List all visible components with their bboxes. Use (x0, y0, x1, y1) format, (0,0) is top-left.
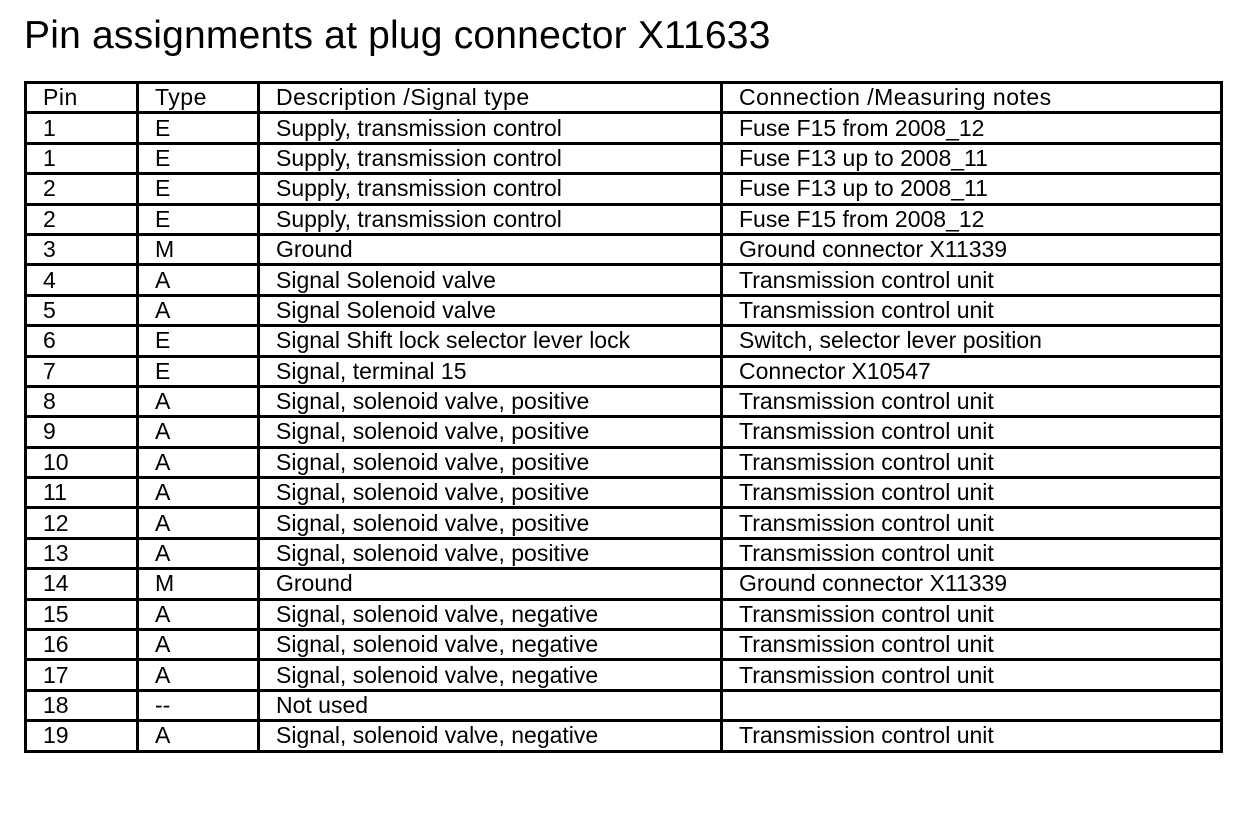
cell-pin: 13 (26, 538, 138, 568)
cell-description: Supply, transmission control (259, 113, 722, 143)
cell-pin: 8 (26, 386, 138, 416)
cell-pin: 16 (26, 630, 138, 660)
cell-connection: Fuse F13 up to 2008_11 (722, 143, 1222, 173)
cell-pin: 1 (26, 143, 138, 173)
table-row (26, 478, 1222, 508)
cell-pin: 11 (26, 478, 138, 508)
table-row (26, 721, 1222, 751)
cell-description: Signal, terminal 15 (259, 356, 722, 386)
cell-type: M (138, 569, 259, 599)
cell-description: Ground (259, 569, 722, 599)
cell-connection: Transmission control unit (722, 447, 1222, 477)
pin-assignment-table (24, 81, 1223, 753)
table-row (26, 234, 1222, 264)
cell-pin: 2 (26, 174, 138, 204)
cell-connection: Transmission control unit (722, 599, 1222, 629)
cell-type: A (138, 386, 259, 416)
cell-description: Signal, solenoid valve, positive (259, 478, 722, 508)
header-type: Type (138, 83, 259, 113)
cell-type: M (138, 234, 259, 264)
cell-connection: Connector X10547 (722, 356, 1222, 386)
cell-pin: 17 (26, 660, 138, 690)
cell-pin: 7 (26, 356, 138, 386)
cell-pin: 6 (26, 326, 138, 356)
cell-type: A (138, 295, 259, 325)
table-row (26, 690, 1222, 720)
cell-type: E (138, 143, 259, 173)
cell-pin: 18 (26, 690, 138, 720)
cell-type: E (138, 356, 259, 386)
cell-type: E (138, 174, 259, 204)
cell-pin: 5 (26, 295, 138, 325)
cell-description: Signal, solenoid valve, negative (259, 630, 722, 660)
cell-connection: Transmission control unit (722, 295, 1222, 325)
cell-description: Signal, solenoid valve, positive (259, 538, 722, 568)
cell-pin: 19 (26, 721, 138, 751)
header-connection: Connection /Measuring notes (722, 83, 1222, 113)
cell-description: Supply, transmission control (259, 143, 722, 173)
cell-description: Signal, solenoid valve, positive (259, 447, 722, 477)
cell-type: E (138, 326, 259, 356)
cell-connection: Fuse F15 from 2008_12 (722, 204, 1222, 234)
cell-description: Signal Solenoid valve (259, 265, 722, 295)
table-row (26, 295, 1222, 325)
cell-type: A (138, 599, 259, 629)
cell-description: Not used (259, 690, 722, 720)
cell-type: A (138, 447, 259, 477)
cell-pin: 1 (26, 113, 138, 143)
cell-connection: Ground connector X11339 (722, 569, 1222, 599)
cell-connection: Fuse F13 up to 2008_11 (722, 174, 1222, 204)
table-row (26, 356, 1222, 386)
cell-type: E (138, 113, 259, 143)
cell-pin: 2 (26, 204, 138, 234)
cell-connection: Transmission control unit (722, 417, 1222, 447)
cell-connection: Transmission control unit (722, 660, 1222, 690)
table-row (26, 174, 1222, 204)
header-pin: Pin (26, 83, 138, 113)
cell-type: E (138, 204, 259, 234)
cell-connection (722, 690, 1222, 720)
cell-type: A (138, 508, 259, 538)
cell-connection: Transmission control unit (722, 265, 1222, 295)
header-description: Description /Signal type (259, 83, 722, 113)
cell-type: A (138, 417, 259, 447)
cell-type: A (138, 538, 259, 568)
cell-description: Signal, solenoid valve, positive (259, 417, 722, 447)
cell-pin: 9 (26, 417, 138, 447)
table-header-row (26, 83, 1222, 113)
cell-pin: 3 (26, 234, 138, 264)
table-row (26, 447, 1222, 477)
cell-description: Signal, solenoid valve, positive (259, 386, 722, 416)
cell-connection: Transmission control unit (722, 630, 1222, 660)
cell-description: Supply, transmission control (259, 174, 722, 204)
cell-description: Signal, solenoid valve, negative (259, 599, 722, 629)
cell-description: Signal Shift lock selector lever lock (259, 326, 722, 356)
table-row (26, 630, 1222, 660)
table-row (26, 204, 1222, 234)
table-row (26, 265, 1222, 295)
table-row (26, 508, 1222, 538)
table-row (26, 113, 1222, 143)
table-row (26, 660, 1222, 690)
cell-connection: Transmission control unit (722, 721, 1222, 751)
table-row (26, 417, 1222, 447)
table-row (26, 326, 1222, 356)
cell-description: Signal, solenoid valve, negative (259, 660, 722, 690)
cell-description: Signal, solenoid valve, negative (259, 721, 722, 751)
cell-pin: 12 (26, 508, 138, 538)
cell-type: -- (138, 690, 259, 720)
page-title: Pin assignments at plug connector X11633 (24, 14, 771, 57)
cell-description: Signal, solenoid valve, positive (259, 508, 722, 538)
cell-type: A (138, 265, 259, 295)
cell-pin: 15 (26, 599, 138, 629)
cell-connection: Transmission control unit (722, 538, 1222, 568)
cell-type: A (138, 721, 259, 751)
cell-connection: Transmission control unit (722, 478, 1222, 508)
table-row (26, 143, 1222, 173)
cell-connection: Transmission control unit (722, 386, 1222, 416)
cell-connection: Fuse F15 from 2008_12 (722, 113, 1222, 143)
cell-type: A (138, 660, 259, 690)
table-row (26, 569, 1222, 599)
cell-description: Supply, transmission control (259, 204, 722, 234)
table-row (26, 538, 1222, 568)
cell-connection: Switch, selector lever position (722, 326, 1222, 356)
cell-pin: 4 (26, 265, 138, 295)
cell-description: Signal Solenoid valve (259, 295, 722, 325)
table-row (26, 386, 1222, 416)
cell-pin: 14 (26, 569, 138, 599)
cell-description: Ground (259, 234, 722, 264)
cell-connection: Transmission control unit (722, 508, 1222, 538)
table-row (26, 599, 1222, 629)
cell-pin: 10 (26, 447, 138, 477)
cell-type: A (138, 630, 259, 660)
cell-type: A (138, 478, 259, 508)
cell-connection: Ground connector X11339 (722, 234, 1222, 264)
